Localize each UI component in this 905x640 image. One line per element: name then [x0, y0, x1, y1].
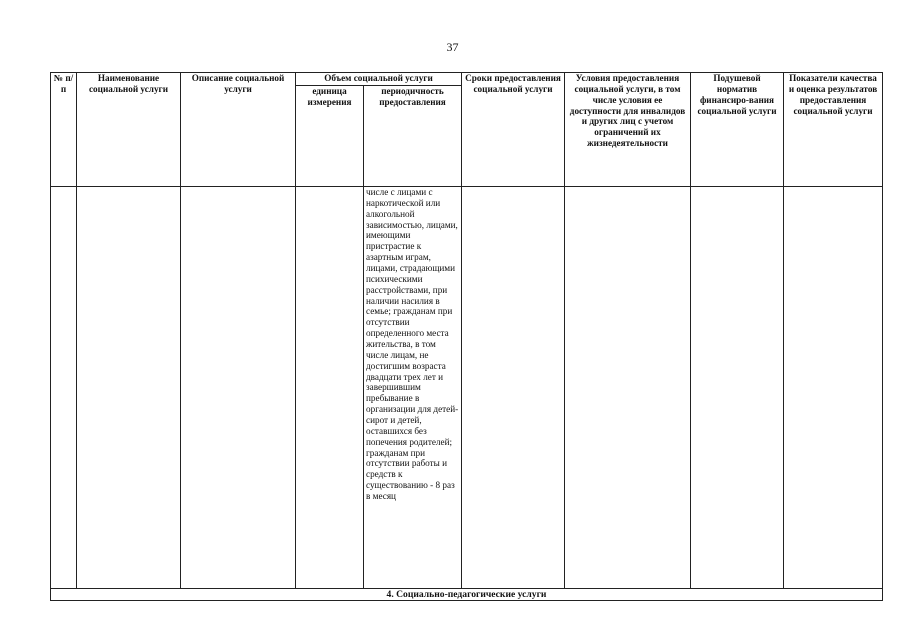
- header-financing-norm: Подушевой норматив финансиро-вания социальной услуги: [691, 73, 784, 187]
- header-frequency: периодичность предоставления: [364, 86, 462, 187]
- cell-num: [51, 187, 77, 589]
- header-terms: Сроки предоставления социальной услуги: [462, 73, 565, 187]
- cell-service-name: [77, 187, 181, 589]
- header-unit: единица измерения: [296, 86, 364, 187]
- cell-service-description: [181, 187, 296, 589]
- services-table: [50, 72, 883, 601]
- header-service-name: Наименование социальной услуги: [77, 73, 181, 187]
- header-volume-group: Объем социальной услуги: [296, 73, 462, 86]
- cell-financing-norm: [691, 187, 784, 589]
- cell-terms: [462, 187, 565, 589]
- header-row-1: [51, 73, 883, 86]
- header-num: № п/п: [51, 73, 77, 187]
- header-service-description: Описание социальной услуги: [181, 73, 296, 187]
- cell-unit: [296, 187, 364, 589]
- table-row: [51, 187, 883, 589]
- cell-conditions: [565, 187, 691, 589]
- section-row: [51, 588, 883, 600]
- cell-frequency: числе с лицами с наркотической или алкогольной зависимостью, лицами, имеющими пристрастие к азартным играм, лицами, страдающими психическими расстройствами, при наличии насилия в семье; гражданам при отсутствии определенного места жительства, в том числе лицам, не достигшим возраста двадцати трех лет и завершившим пребывание в организации для детей-сирот и детей, оставшихся без попечения родителей; гражданам при отсутствии работы и средств к существованию - 8 раз в месяц: [364, 187, 462, 589]
- header-quality-indicators: Показатели качества и оценка результатов предоставления социальной услуги: [784, 73, 883, 187]
- page-number: 37: [446, 40, 459, 54]
- section-title: 4. Социально-педагогические услуги: [51, 588, 883, 600]
- header-conditions: Условия предоставления социальной услуги, в том числе условия ее доступности для инвалидов и других лиц с учетом ограничений их жизнедеятельности: [565, 73, 691, 187]
- cell-quality-indicators: [784, 187, 883, 589]
